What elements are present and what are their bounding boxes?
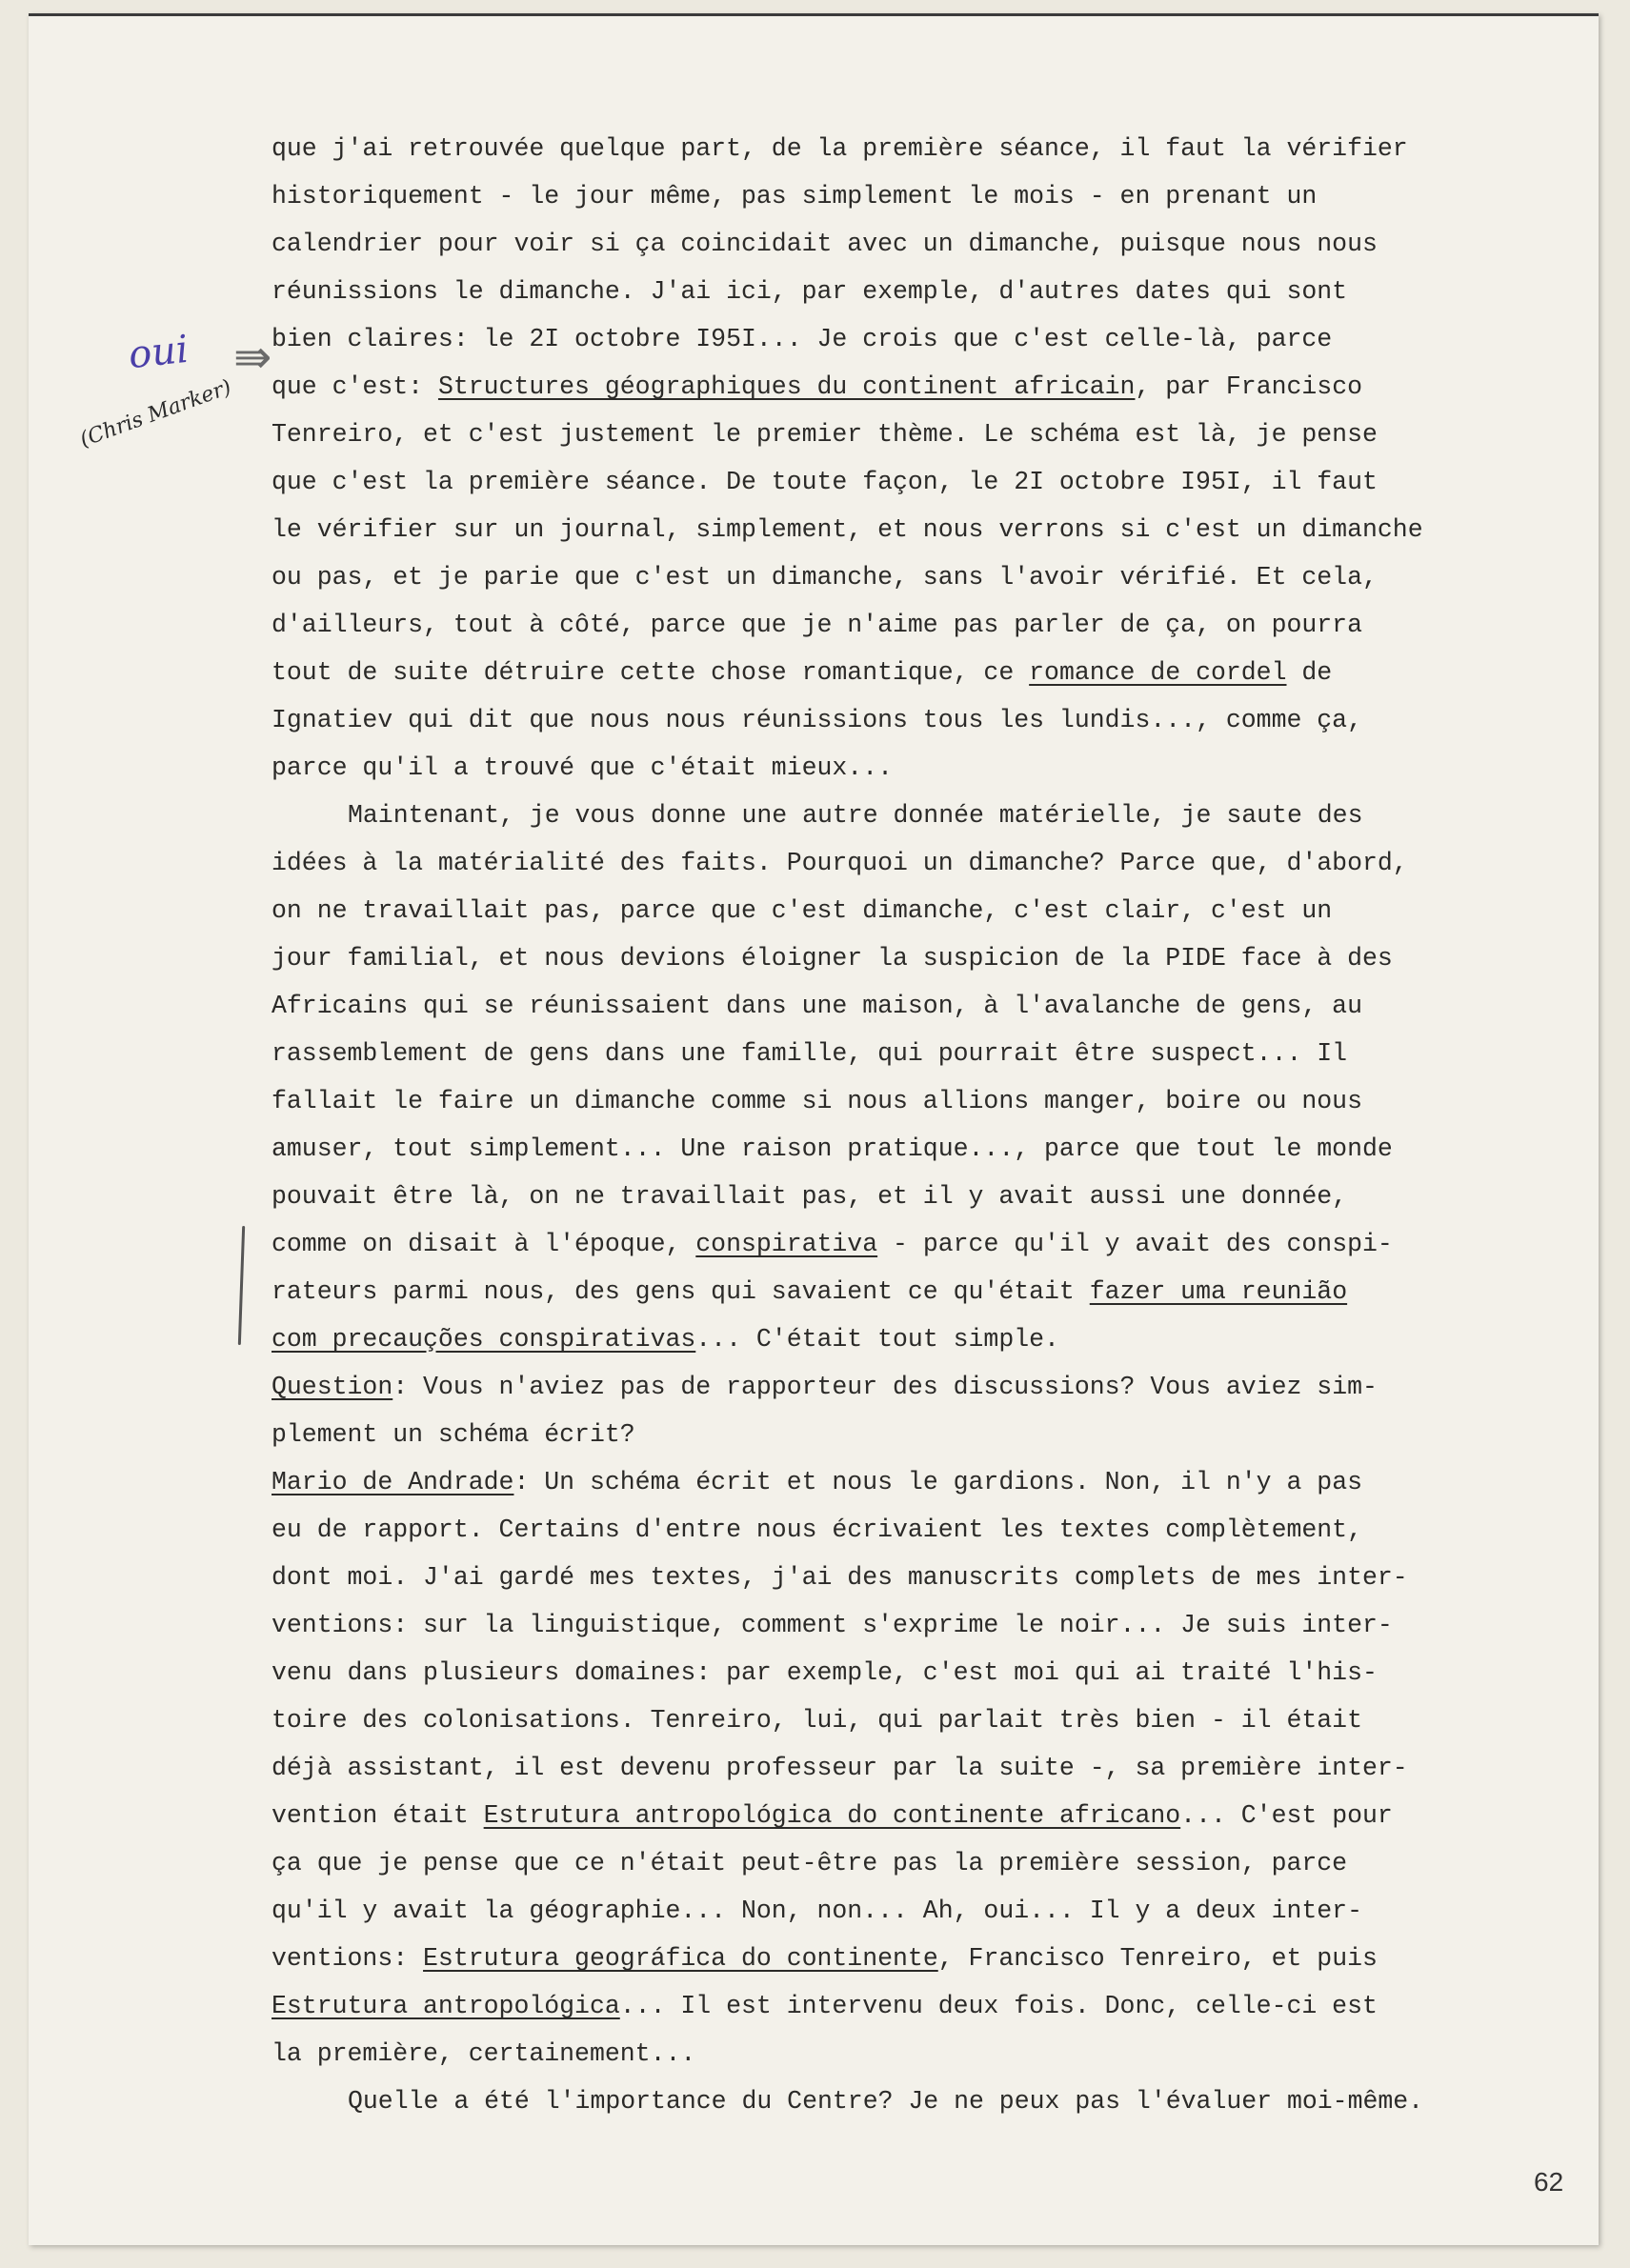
text-line	[272, 1744, 1596, 1792]
text-line	[272, 1315, 1596, 1363]
text-segment: dont moi. J'ai gardé mes textes, j'ai des manuscrits complets de mes inter-	[272, 1563, 1408, 1592]
text-segment: que j'ai retrouvée quelque part, de la première séance, il faut la vérifier	[272, 134, 1408, 163]
text-line	[272, 1982, 1596, 2030]
text-segment: eu de rapport. Certains d'entre nous écrivaient les textes complètement,	[272, 1515, 1362, 1544]
text-line	[272, 363, 1596, 411]
text-line	[272, 2030, 1596, 2077]
text-segment: : Vous n'aviez pas de rapporteur des discussions? Vous aviez sim-	[392, 1373, 1378, 1401]
text-segment: rateurs parmi nous, des gens qui savaient ce qu'était	[272, 1277, 1090, 1306]
text-segment: jour familial, et nous devions éloigner la suspicion de la PIDE face à des	[272, 944, 1393, 973]
text-line	[272, 125, 1596, 172]
text-line	[272, 1506, 1596, 1554]
text-line	[272, 1030, 1596, 1077]
text-segment: , par Francisco	[1135, 372, 1363, 401]
text-line	[272, 458, 1596, 506]
document-page	[29, 13, 1599, 2245]
text-segment: , Francisco Tenreiro, et puis	[937, 1944, 1378, 1973]
underlined-term: Question	[272, 1373, 393, 1401]
text-line	[272, 1649, 1596, 1696]
text-line	[272, 1411, 1596, 1458]
underlined-term: Estrutura antropológica	[272, 1992, 620, 2020]
text-line	[272, 2077, 1596, 2125]
text-segment: ... Il est intervenu deux fois. Donc, celle-ci est	[619, 1992, 1378, 2020]
text-line	[272, 1935, 1596, 1982]
text-segment: ventions: sur la linguistique, comment s'exprime le noir... Je suis inter-	[272, 1611, 1393, 1639]
text-segment: calendrier pour voir si ça coincidait avec un dimanche, puisque nous nous	[272, 230, 1378, 258]
text-segment: le vérifier sur un journal, simplement, et nous verrons si c'est un dimanche	[272, 515, 1423, 544]
underlined-term: Estrutura antropológica do continente africano	[483, 1801, 1181, 1830]
text-line	[272, 744, 1596, 792]
text-line	[272, 1363, 1596, 1411]
text-line	[272, 934, 1596, 982]
text-segment: - parce qu'il y avait des conspi-	[877, 1230, 1393, 1258]
underlined-term: fazer uma reunião	[1089, 1277, 1348, 1306]
text-segment: fallait le faire un dimanche comme si nous allions manger, boire ou nous	[272, 1087, 1362, 1115]
text-line	[272, 1125, 1596, 1173]
text-line	[272, 1839, 1596, 1887]
text-segment: Quelle a été l'importance du Centre? Je ne peux pas l'évaluer moi-même.	[348, 2087, 1424, 2116]
text-line	[272, 220, 1596, 268]
text-segment: la première, certainement...	[272, 2039, 696, 2068]
text-segment: ou pas, et je parie que c'est un dimanche, sans l'avoir vérifié. Et cela,	[272, 563, 1378, 592]
text-segment: comme on disait à l'époque,	[272, 1230, 696, 1258]
text-line	[272, 1887, 1596, 1935]
text-segment: ventions:	[272, 1944, 424, 1973]
text-line	[272, 696, 1596, 744]
handwritten-arrow-icon: ⇛	[233, 331, 272, 384]
text-line	[272, 1173, 1596, 1220]
text-segment: parce qu'il a trouvé que c'était mieux...	[272, 753, 894, 782]
text-line	[272, 1458, 1596, 1506]
handwritten-oui-note: oui	[126, 327, 191, 378]
text-segment: tout de suite détruire cette chose romantique, ce	[272, 658, 1030, 687]
text-line	[272, 1220, 1596, 1268]
text-segment: rassemblement de gens dans une famille, qui pourrait être suspect... Il	[272, 1039, 1348, 1068]
text-segment: Tenreiro, et c'est justement le premier thème. Le schéma est là, je pense	[272, 420, 1378, 449]
text-segment: d'ailleurs, tout à côté, parce que je n'aime pas parler de ça, on pourra	[272, 611, 1362, 639]
margin-mark	[238, 1226, 245, 1345]
text-segment: déjà assistant, il est devenu professeur par la suite -, sa première inter-	[272, 1754, 1408, 1782]
text-segment: vention était	[272, 1801, 484, 1830]
text-segment: ça que je pense que ce n'était peut-être pas la première session, parce	[272, 1849, 1348, 1877]
text-segment: bien claires: le 2I octobre I95I... Je crois que c'est celle-là, parce	[272, 325, 1333, 353]
text-line	[272, 411, 1596, 458]
underlined-term: romance de cordel	[1029, 658, 1287, 687]
text-line	[272, 1077, 1596, 1125]
text-line	[272, 1554, 1596, 1601]
text-line	[272, 1696, 1596, 1744]
text-segment: réunissions le dimanche. J'ai ici, par exemple, d'autres dates qui sont	[272, 277, 1348, 306]
page-number: 62	[1534, 2167, 1564, 2197]
text-segment: Maintenant, je vous donne une autre donnée matérielle, je saute des	[348, 801, 1363, 830]
text-segment: Ignatiev qui dit que nous nous réunissions tous les lundis..., comme ça,	[272, 706, 1362, 734]
text-segment: que c'est la première séance. De toute façon, le 2I octobre I95I, il faut	[272, 468, 1378, 496]
text-segment: qu'il y avait la géographie... Non, non... Ah, oui... Il y a deux inter-	[272, 1897, 1362, 1925]
handwritten-credit-note: (Chris Marker)	[76, 375, 235, 452]
text-segment: venu dans plusieurs domaines: par exemple, c'est moi qui ai traité l'his-	[272, 1658, 1378, 1687]
text-line	[272, 172, 1596, 220]
text-line	[272, 982, 1596, 1030]
text-line	[272, 315, 1596, 363]
text-segment: toire des colonisations. Tenreiro, lui, qui parlait très bien - il était	[272, 1706, 1362, 1735]
text-line	[272, 792, 1596, 839]
text-segment: de	[1286, 658, 1333, 687]
text-line	[272, 1792, 1596, 1839]
underlined-term: Mario de Andrade	[272, 1468, 514, 1496]
text-line	[272, 649, 1596, 696]
text-line	[272, 887, 1596, 934]
text-segment: ... C'est pour	[1180, 1801, 1393, 1830]
text-line	[272, 268, 1596, 315]
text-segment: on ne travaillait pas, parce que c'est dimanche, c'est clair, c'est un	[272, 896, 1333, 925]
text-line	[272, 839, 1596, 887]
text-segment: historiquement - le jour même, pas simplement le mois - en prenant un	[272, 182, 1318, 211]
text-segment: plement un schéma écrit?	[272, 1420, 635, 1449]
text-line	[272, 506, 1596, 553]
text-line	[272, 1268, 1596, 1315]
text-segment: ... C'était tout simple.	[695, 1325, 1059, 1354]
text-segment: amuser, tout simplement... Une raison pratique..., parce que tout le monde	[272, 1134, 1393, 1163]
text-line	[272, 601, 1596, 649]
typewritten-text-body	[272, 125, 1596, 2125]
underlined-term: conspirativa	[695, 1230, 878, 1258]
underlined-term: com precauções conspirativas	[272, 1325, 696, 1354]
underlined-term: Estrutura geográfica do continente	[423, 1944, 938, 1973]
text-segment: pouvait être là, on ne travaillait pas, et il y avait aussi une donnée,	[272, 1182, 1348, 1211]
text-segment: Africains qui se réunissaient dans une maison, à l'avalanche de gens, au	[272, 992, 1362, 1020]
text-segment: idées à la matérialité des faits. Pourquoi un dimanche? Parce que, d'abord,	[272, 849, 1408, 877]
text-segment: : Un schéma écrit et nous le gardions. Non, il n'y a pas	[513, 1468, 1362, 1496]
text-line	[272, 1601, 1596, 1649]
text-segment: que c'est:	[272, 372, 438, 401]
underlined-term: Structures géographiques du continent africain	[437, 372, 1136, 401]
text-line	[272, 553, 1596, 601]
